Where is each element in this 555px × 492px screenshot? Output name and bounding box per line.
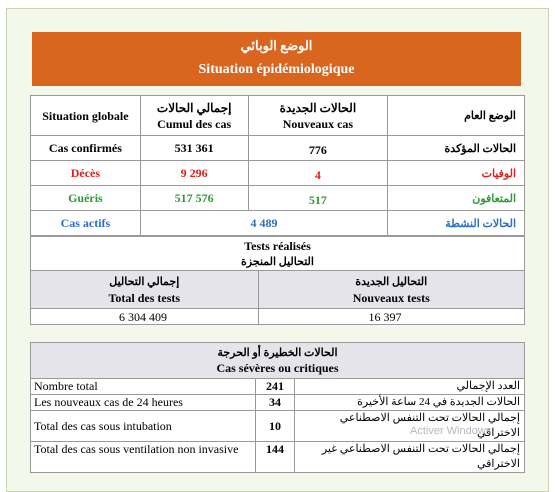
table-row-recovered: [31, 186, 525, 211]
row-label-fr: Cas confirmés: [31, 136, 141, 161]
tests-total-fr: Total des tests: [108, 290, 181, 305]
tests-title-fr: Tests réalisés: [244, 238, 311, 253]
severe-value: 10: [255, 411, 295, 442]
table-row: [31, 379, 525, 395]
new-value: 776: [248, 136, 388, 161]
row-label-ar: المتعافون: [388, 186, 525, 211]
table-row: [31, 395, 525, 411]
row-label-fr: Décès: [31, 161, 141, 186]
banner-title-fr: Situation épidémiologique: [198, 62, 355, 77]
tests-total-ar: إجمالي التحاليل: [109, 275, 180, 288]
tests-header-row: [31, 271, 525, 309]
tests-total-value: 6 304 409: [31, 309, 259, 325]
tests-new-fr: Nouveaux tests: [352, 290, 430, 305]
row-label-fr: Guéris: [31, 186, 141, 211]
severe-label-ar: الحالات الجديدة في 24 ساعة الأخيرة: [295, 395, 525, 411]
tests-table: [30, 236, 525, 325]
row-label-ar: الحالات المؤكدة: [388, 136, 525, 161]
row-label-ar: الوفيات: [388, 161, 525, 186]
banner-title-ar: الوضع الوبائي: [240, 38, 313, 53]
header-new: [248, 96, 388, 136]
severe-title-row: [31, 343, 525, 379]
new-value: 4: [248, 161, 388, 186]
header-global-ar: الوضع العام: [388, 96, 525, 136]
tests-title-row: [31, 237, 525, 271]
header-cumul: [140, 96, 248, 136]
severe-value: 34: [255, 395, 295, 411]
active-value: 4 489: [140, 211, 387, 236]
table-row-deaths: [31, 161, 525, 186]
severe-label-fr: Nombre total: [31, 379, 256, 395]
severe-title-fr: Cas sévères ou critiques: [216, 360, 339, 375]
tests-title-ar: التحاليل المنجزة: [241, 255, 314, 268]
tests-title: [31, 237, 525, 271]
tests-total-header: [31, 271, 259, 309]
table-row: [31, 442, 525, 473]
table-row-active: [31, 211, 525, 236]
tests-new-header: [258, 271, 524, 309]
cumul-value: 531 361: [140, 136, 248, 161]
severe-title-ar: الحالات الخطيرة أو الحرجة: [217, 346, 338, 359]
header-cumul-fr: Cumul des cas: [157, 116, 232, 131]
cumul-value: 9 296: [140, 161, 248, 186]
cumul-value: 517 576: [140, 186, 248, 211]
table-header-row: [31, 96, 525, 136]
severe-label-fr: Total des cas sous intubation: [31, 411, 256, 442]
severe-label-fr: Les nouveaux cas de 24 heures: [31, 395, 256, 411]
severe-label-ar: إجمالي الحالات تحت التنفس الاصطناعي الاختراقي: [295, 411, 525, 442]
row-label-ar: الحالات النشطة: [388, 211, 525, 236]
severe-title: [31, 343, 525, 379]
tests-value-row: [31, 309, 525, 325]
new-value: 517: [248, 186, 388, 211]
severe-value: 241: [255, 379, 295, 395]
header-new-fr: Nouveaux cas: [282, 116, 354, 131]
header-global-fr: Situation globale: [31, 96, 141, 136]
severe-label-ar: إجمالي الحالات تحت التنفس الاصطناعي غير الاختراقي: [295, 442, 525, 473]
table-row-confirmed: [31, 136, 525, 161]
severe-value: 144: [255, 442, 295, 473]
tests-new-ar: التحاليل الجديدة: [355, 275, 428, 288]
global-situation-table: [30, 95, 525, 236]
severe-label-ar: العدد الإجمالي: [295, 379, 525, 395]
title-banner: [32, 32, 521, 86]
severe-cases-table: [30, 342, 525, 473]
windows-activation-watermark: Activer Windows: [410, 425, 492, 437]
row-label-fr: Cas actifs: [31, 211, 141, 236]
severe-label-fr: Total des cas sous ventilation non invasive: [31, 442, 256, 473]
tests-new-value: 16 397: [258, 309, 524, 325]
header-new-ar: الحالات الجديدة: [279, 100, 357, 115]
header-cumul-ar: إجمالي الحالات: [156, 100, 232, 115]
